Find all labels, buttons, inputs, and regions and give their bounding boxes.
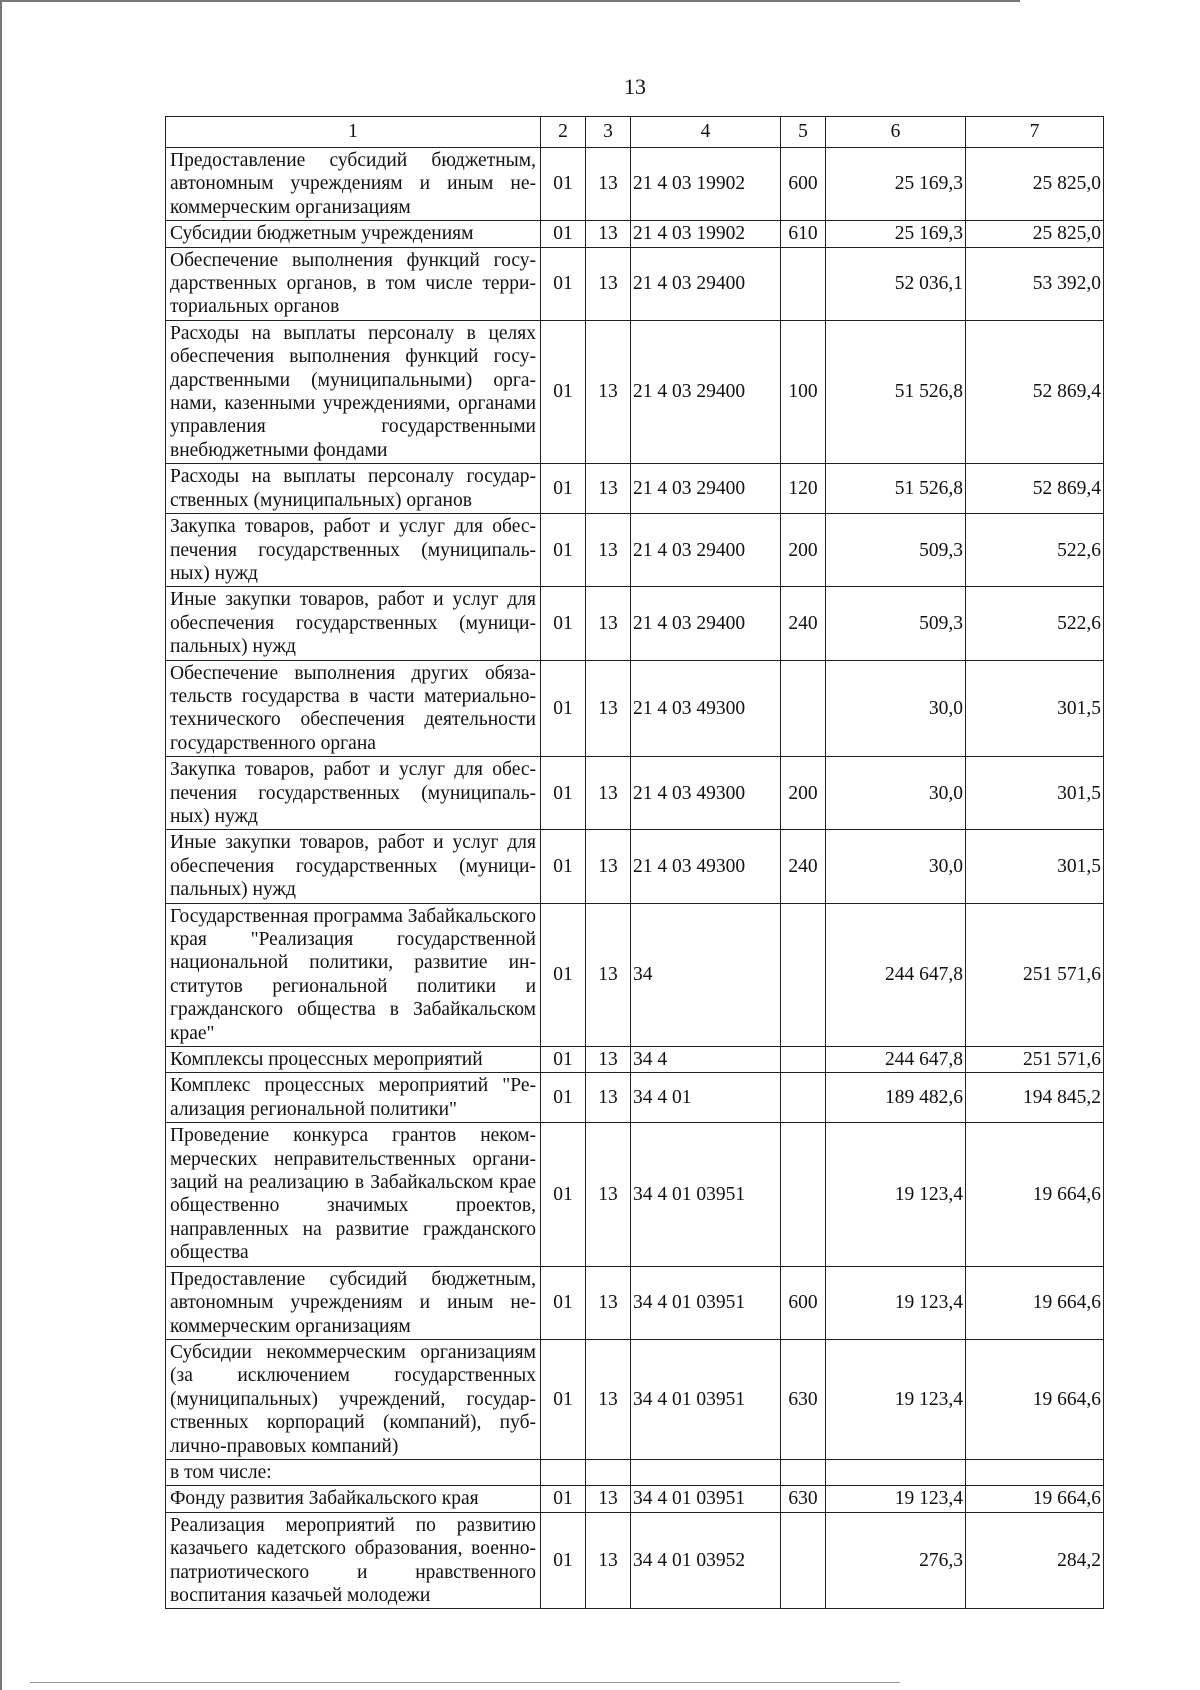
row-name-cell: Обеспечение выполнения других обязательств государства в части материально-технического обеспечения деятельности государственного органа — [166, 660, 541, 757]
budget-table — [165, 116, 1104, 1609]
amount-year1-cell: 509,3 — [826, 514, 966, 587]
section-code-cell: 01 — [541, 514, 586, 587]
section-code-cell: 01 — [541, 1486, 586, 1512]
amount-year2-cell: 301,5 — [966, 660, 1104, 757]
amount-year1-cell: 509,3 — [826, 587, 966, 660]
section-code-cell — [541, 1459, 586, 1485]
section-code-cell: 01 — [541, 1266, 586, 1339]
amount-year2-cell: 301,5 — [966, 757, 1104, 830]
subsection-code-cell: 13 — [586, 587, 631, 660]
expense-type-cell — [781, 1512, 826, 1609]
subsection-code-cell: 13 — [586, 1266, 631, 1339]
expense-type-cell — [781, 1123, 826, 1266]
amount-year2-cell: 19 664,6 — [966, 1339, 1104, 1459]
header-row — [166, 117, 1104, 148]
row-name-cell: Проведение конкурса грантов некоммерческих неправительственных организаций на реализацию в Забайкальском крае общественно значимых проектов, направленных на развитие гражданского общества — [166, 1123, 541, 1266]
amount-year2-cell: 19 664,6 — [966, 1486, 1104, 1512]
column-header: 7 — [966, 117, 1104, 148]
target-item-code-cell — [631, 1459, 781, 1485]
amount-year1-cell: 19 123,4 — [826, 1486, 966, 1512]
amount-year1-cell: 30,0 — [826, 757, 966, 830]
target-item-code-cell: 34 4 — [631, 1047, 781, 1073]
amount-year1-cell: 51 526,8 — [826, 464, 966, 514]
expense-type-cell: 240 — [781, 830, 826, 903]
page-number: 13 — [624, 74, 646, 99]
subsection-code-cell: 13 — [586, 1123, 631, 1266]
subsection-code-cell: 13 — [586, 660, 631, 757]
expense-type-cell: 200 — [781, 757, 826, 830]
subsection-code-cell: 13 — [586, 1486, 631, 1512]
table-row — [166, 221, 1104, 247]
subsection-code-cell: 13 — [586, 1047, 631, 1073]
row-name-cell: Предоставление субсидий бюджетным, автономным учреждениям и иным некоммерческим организациям — [166, 1266, 541, 1339]
column-header: 3 — [586, 117, 631, 148]
target-item-code-cell: 21 4 03 29400 — [631, 514, 781, 587]
amount-year2-cell: 301,5 — [966, 830, 1104, 903]
row-name-cell: Закупка товаров, работ и услуг для обеспечения государственных (муниципальных) нужд — [166, 757, 541, 830]
row-name-cell: Расходы на выплаты персоналу в целях обеспечения выполнения функций государственными (муниципальными) органами, казенными учреждениями, органами управления государственными внебюджетными фондами — [166, 320, 541, 463]
subsection-code-cell: 13 — [586, 320, 631, 463]
target-item-code-cell: 34 4 01 03951 — [631, 1486, 781, 1512]
expense-type-cell: 610 — [781, 221, 826, 247]
amount-year2-cell: 25 825,0 — [966, 221, 1104, 247]
row-name-cell: в том числе: — [166, 1459, 541, 1485]
column-header: 4 — [631, 117, 781, 148]
row-name-cell: Обеспечение выполнения функций государственных органов, в том числе территориальных органов — [166, 247, 541, 320]
expense-type-cell — [781, 1047, 826, 1073]
table-row — [166, 1123, 1104, 1266]
subsection-code-cell: 13 — [586, 830, 631, 903]
table-header — [166, 117, 1104, 148]
expense-type-cell — [781, 660, 826, 757]
table-row — [166, 514, 1104, 587]
amount-year1-cell: 276,3 — [826, 1512, 966, 1609]
section-code-cell: 01 — [541, 1512, 586, 1609]
target-item-code-cell: 21 4 03 19902 — [631, 221, 781, 247]
scan-border-top — [0, 0, 1020, 2]
amount-year2-cell: 19 664,6 — [966, 1123, 1104, 1266]
target-item-code-cell: 34 4 01 03952 — [631, 1512, 781, 1609]
table-row — [166, 903, 1104, 1046]
section-code-cell: 01 — [541, 320, 586, 463]
column-header: 5 — [781, 117, 826, 148]
amount-year2-cell: 251 571,6 — [966, 903, 1104, 1046]
section-code-cell: 01 — [541, 830, 586, 903]
amount-year2-cell: 284,2 — [966, 1512, 1104, 1609]
subsection-code-cell: 13 — [586, 247, 631, 320]
expense-type-cell — [781, 247, 826, 320]
column-header: 1 — [166, 117, 541, 148]
table-row — [166, 587, 1104, 660]
section-code-cell: 01 — [541, 1123, 586, 1266]
subsection-code-cell: 13 — [586, 757, 631, 830]
amount-year1-cell: 25 169,3 — [826, 148, 966, 221]
row-name-cell: Комплекс процессных мероприятий "Реализация региональной политики" — [166, 1073, 541, 1123]
table-row — [166, 660, 1104, 757]
expense-type-cell: 600 — [781, 148, 826, 221]
section-code-cell: 01 — [541, 221, 586, 247]
expense-type-cell: 100 — [781, 320, 826, 463]
amount-year1-cell: 19 123,4 — [826, 1266, 966, 1339]
table-row — [166, 1047, 1104, 1073]
expense-type-cell: 240 — [781, 587, 826, 660]
section-code-cell: 01 — [541, 1339, 586, 1459]
target-item-code-cell: 21 4 03 29400 — [631, 464, 781, 514]
amount-year1-cell: 244 647,8 — [826, 903, 966, 1046]
amount-year2-cell: 19 664,6 — [966, 1266, 1104, 1339]
section-code-cell: 01 — [541, 1047, 586, 1073]
amount-year2-cell: 25 825,0 — [966, 148, 1104, 221]
expense-type-cell: 630 — [781, 1486, 826, 1512]
expense-type-cell — [781, 1073, 826, 1123]
amount-year1-cell: 19 123,4 — [826, 1123, 966, 1266]
row-name-cell: Реализация мероприятий по развитию казачьего кадетского образования, военно-патриотического и нравственного воспитания казачьей молодежи — [166, 1512, 541, 1609]
target-item-code-cell: 21 4 03 19902 — [631, 148, 781, 221]
section-code-cell: 01 — [541, 148, 586, 221]
scan-border-bottom — [30, 1682, 900, 1683]
target-item-code-cell: 21 4 03 49300 — [631, 757, 781, 830]
expense-type-cell — [781, 903, 826, 1046]
table-row — [166, 464, 1104, 514]
amount-year2-cell: 53 392,0 — [966, 247, 1104, 320]
subsection-code-cell: 13 — [586, 1512, 631, 1609]
row-name-cell: Государственная программа Забайкальского края "Реализация государственной национальной политики, развитие институтов региональной политики и гражданского общества в Забайкальском крае" — [166, 903, 541, 1046]
target-item-code-cell: 21 4 03 49300 — [631, 830, 781, 903]
table-body — [166, 148, 1104, 1609]
amount-year2-cell: 52 869,4 — [966, 464, 1104, 514]
scan-border-left — [0, 0, 2, 1690]
row-name-cell: Закупка товаров, работ и услуг для обеспечения государственных (муниципальных) нужд — [166, 514, 541, 587]
subsection-code-cell — [586, 1459, 631, 1485]
amount-year1-cell: 30,0 — [826, 660, 966, 757]
expense-type-cell — [781, 1459, 826, 1485]
column-header: 2 — [541, 117, 586, 148]
amount-year2-cell: 251 571,6 — [966, 1047, 1104, 1073]
target-item-code-cell: 21 4 03 29400 — [631, 320, 781, 463]
amount-year1-cell: 189 482,6 — [826, 1073, 966, 1123]
table-row — [166, 1266, 1104, 1339]
row-name-cell: Субсидии некоммерческим организациям (за исключением государственных (муниципальных) учреждений, государственных корпораций (компаний), публично-правовых компаний) — [166, 1339, 541, 1459]
target-item-code-cell: 21 4 03 29400 — [631, 247, 781, 320]
target-item-code-cell: 34 4 01 03951 — [631, 1339, 781, 1459]
amount-year1-cell — [826, 1459, 966, 1485]
amount-year2-cell: 522,6 — [966, 514, 1104, 587]
amount-year2-cell: 522,6 — [966, 587, 1104, 660]
amount-year1-cell: 51 526,8 — [826, 320, 966, 463]
table-row — [166, 247, 1104, 320]
section-code-cell: 01 — [541, 587, 586, 660]
subsection-code-cell: 13 — [586, 1073, 631, 1123]
expense-type-cell: 200 — [781, 514, 826, 587]
section-code-cell: 01 — [541, 757, 586, 830]
subsection-code-cell: 13 — [586, 514, 631, 587]
table-row — [166, 1512, 1104, 1609]
section-code-cell: 01 — [541, 1073, 586, 1123]
subsection-code-cell: 13 — [586, 1339, 631, 1459]
table-row — [166, 1459, 1104, 1485]
amount-year1-cell: 52 036,1 — [826, 247, 966, 320]
amount-year1-cell: 25 169,3 — [826, 221, 966, 247]
table-row — [166, 1073, 1104, 1123]
amount-year1-cell: 244 647,8 — [826, 1047, 966, 1073]
column-header: 6 — [826, 117, 966, 148]
subsection-code-cell: 13 — [586, 221, 631, 247]
section-code-cell: 01 — [541, 660, 586, 757]
subsection-code-cell: 13 — [586, 903, 631, 1046]
subsection-code-cell: 13 — [586, 148, 631, 221]
expense-type-cell: 120 — [781, 464, 826, 514]
table-row — [166, 830, 1104, 903]
target-item-code-cell: 34 4 01 — [631, 1073, 781, 1123]
row-name-cell: Фонду развития Забайкальского края — [166, 1486, 541, 1512]
section-code-cell: 01 — [541, 247, 586, 320]
subsection-code-cell: 13 — [586, 464, 631, 514]
row-name-cell: Субсидии бюджетным учреждениям — [166, 221, 541, 247]
amount-year2-cell: 194 845,2 — [966, 1073, 1104, 1123]
row-name-cell: Расходы на выплаты персоналу государственных (муниципальных) органов — [166, 464, 541, 514]
section-code-cell: 01 — [541, 464, 586, 514]
table-row — [166, 148, 1104, 221]
target-item-code-cell: 34 — [631, 903, 781, 1046]
amount-year1-cell: 30,0 — [826, 830, 966, 903]
amount-year1-cell: 19 123,4 — [826, 1339, 966, 1459]
expense-type-cell: 600 — [781, 1266, 826, 1339]
row-name-cell: Комплексы процессных мероприятий — [166, 1047, 541, 1073]
row-name-cell: Предоставление субсидий бюджетным, автономным учреждениям и иным некоммерческим организациям — [166, 148, 541, 221]
table-row — [166, 757, 1104, 830]
target-item-code-cell: 21 4 03 29400 — [631, 587, 781, 660]
amount-year2-cell: 52 869,4 — [966, 320, 1104, 463]
table-row — [166, 1339, 1104, 1459]
section-code-cell: 01 — [541, 903, 586, 1046]
target-item-code-cell: 34 4 01 03951 — [631, 1123, 781, 1266]
expense-type-cell: 630 — [781, 1339, 826, 1459]
amount-year2-cell — [966, 1459, 1104, 1485]
table-row — [166, 1486, 1104, 1512]
row-name-cell: Иные закупки товаров, работ и услуг для обеспечения государственных (муниципальных) нужд — [166, 830, 541, 903]
target-item-code-cell: 34 4 01 03951 — [631, 1266, 781, 1339]
target-item-code-cell: 21 4 03 49300 — [631, 660, 781, 757]
row-name-cell: Иные закупки товаров, работ и услуг для обеспечения государственных (муниципальных) нужд — [166, 587, 541, 660]
table-row — [166, 320, 1104, 463]
